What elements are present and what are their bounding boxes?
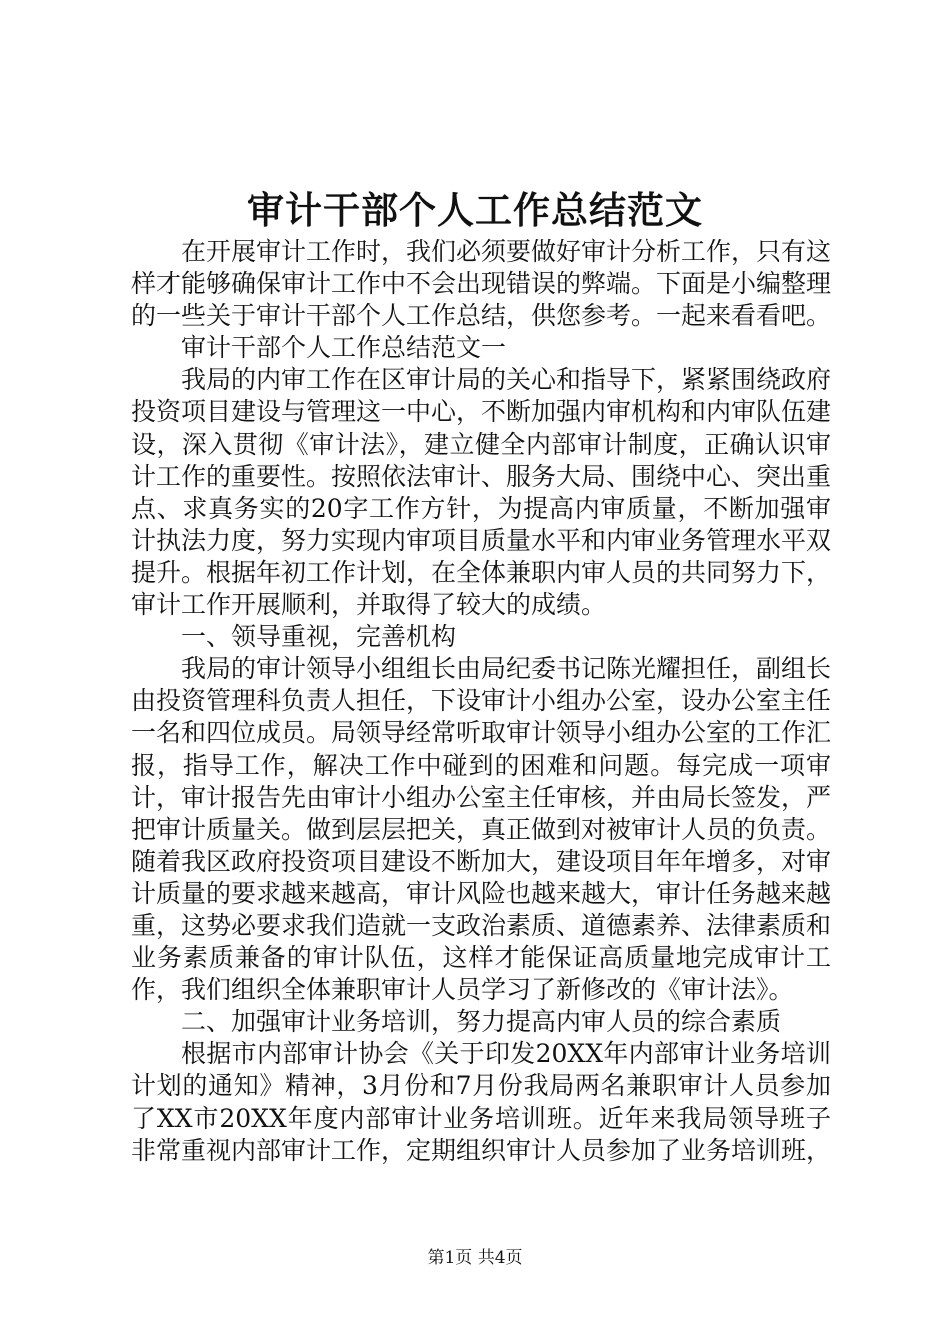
document-body xyxy=(131,236,831,1167)
page-number-footer: 第1页 共4页 xyxy=(427,1248,523,1268)
section-heading-leadership: 一、领导重视，完善机构 xyxy=(181,622,457,652)
body-paragraph: 我局的审计领导小组组长由局纪委书记陈光耀担任，副组长由投资管理科负责人担任，下设审计小组办公室，设办公室主任一名和四位成员。局领导经常听取审计领导小组办公室的工作汇报，指导工作，解决工作中碰到的困难和问题。每完成一项审计，审计报告先由审计小组办公室主任审核，并由局长签发，严把审计质量关。做到层层把关，真正做到对被审计人员的负责。随着我区政府投资项目建设不断加大，建设项目年年增多，对审计质量的要求越来越高，审计风险也越来越大，审计任务越来越重，这势必要求我们造就一支政治素质、道德素养、法律素质和业务素质兼备的审计队伍，这样才能保证高质量地完成审计工作，我们组织全体兼职审计人员学习了新修改的《审计法》。 xyxy=(131,654,832,1005)
section-heading-sample-one: 审计干部个人工作总结范文一 xyxy=(181,333,507,363)
intro-paragraph: 在开展审计工作时，我们必须要做好审计分析工作，只有这样才能够确保审计工作中不会出现错误的弊端。下面是小编整理的一些关于审计干部个人工作总结，供您参考。一起来看看吧。 xyxy=(131,237,832,331)
body-paragraph: 根据市内部审计协会《关于印发20XX年内部审计业务培训计划的通知》精神，3月份和7月份我局两名兼职审计人员参加了XX市20XX年度内部审计业务培训班。近年来我局领导班子非常重视内部审计工作，定期组织审计人员参加了业务培训班， xyxy=(131,1039,832,1165)
section-heading-training: 二、加强审计业务培训，努力提高内审人员的综合素质 xyxy=(181,1007,782,1037)
document-title: 审计干部个人工作总结范文 xyxy=(247,188,703,232)
body-paragraph: 我局的内审工作在区审计局的关心和指导下，紧紧围绕政府投资项目建设与管理这一中心，不断加强内审机构和内审队伍建设，深入贯彻《审计法》，建立健全内部审计制度，正确认识审计工作的重要性。按照依法审计、服务大局、围绕中心、突出重点、求真务实的20字工作方针，为提高内审质量，不断加强审计执法力度，努力实现内审项目质量水平和内审业务管理水平双提升。根据年初工作计划，在全体兼职内审人员的共同努力下，审计工作开展顺利，并取得了较大的成绩。 xyxy=(131,365,832,620)
